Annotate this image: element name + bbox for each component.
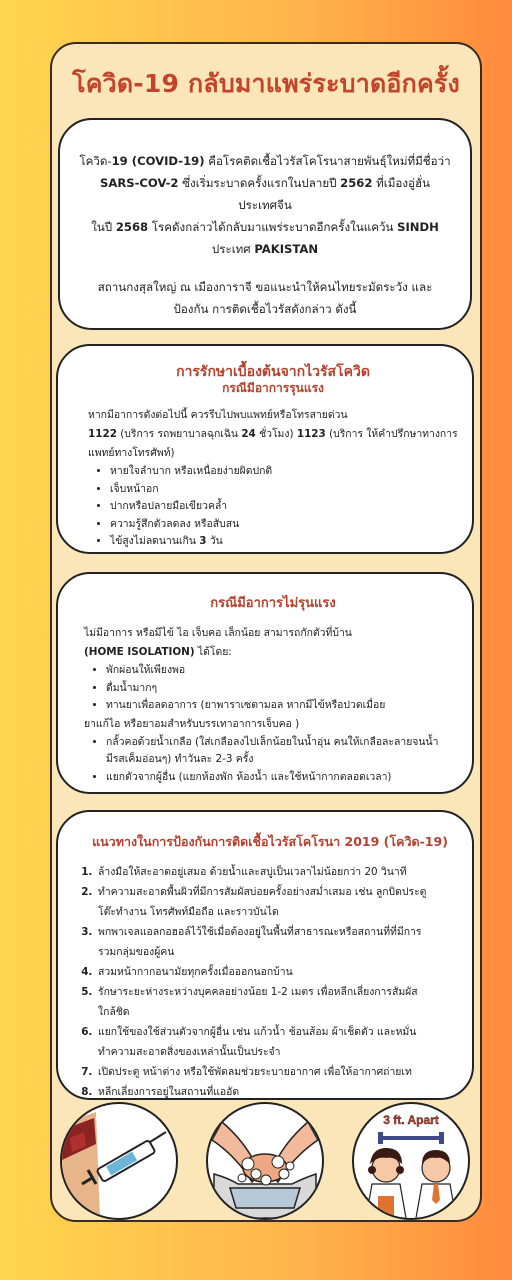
list-item: • หายใจลำบาก หรือเหนื่อยง่ายผิดปกติ: [110, 463, 458, 481]
severe-line-1: หากมีอาการดังต่อไปนี้ ควรรีบไปพบแพทย์หรือโทรสายด่วน: [88, 409, 348, 421]
severe-case-box: [56, 344, 474, 554]
page-title: โควิด-19 กลับมาแพร่ระบาดอีกครั้ง: [72, 69, 460, 98]
severe-section-subtitle: กรณีมีอาการรุนแรง: [222, 381, 324, 395]
intro-box: [58, 118, 472, 330]
list-item: • ดื่มน้ำมากๆ: [106, 680, 462, 698]
mild-case-box: [56, 572, 474, 794]
intro-line-6: สถานกงสุลใหญ่ ณ เมืองการาจี ขอแนะนำให้คนไทยระมัดระวัง และ: [97, 280, 433, 294]
list-item: 7. เปิดประตู หน้าต่าง หรือใช้พัดลมช่วยระบายอากาศ เพื่อให้อากาศถ่ายเท: [96, 1062, 458, 1082]
mild-care-list-2: [84, 734, 462, 787]
severe-line-3: แพทย์ทางโทรศัพท์): [88, 447, 175, 459]
hand-washing-icon: [206, 1102, 324, 1220]
prevention-box: [56, 810, 474, 1100]
list-item: • เจ็บหน้าอก: [110, 481, 458, 499]
list-item: 6. แยกใช้ของใช้ส่วนตัวจากผู้อื่น เช่น แก้วน้ำ ช้อนส้อม ผ้าเช็ดตัว และหมั่น ทำความสะอาดสิ่งของเหล่านั้นเป็นประจำ: [96, 1022, 458, 1062]
list-item: 8. หลีกเลี่ยงการอยู่ในสถานที่แออัด: [96, 1082, 458, 1102]
distance-label: 3 ft. Apart: [383, 1113, 439, 1127]
mild-line-1: ไม่มีอาการ หรือมีไข้ ไอ เจ็บคอ เล็กน้อย สามารถกักตัวที่บ้าน: [84, 627, 352, 639]
mild-line-3: ยาแก้ไอ หรือยาอมสำหรับบรรเทาอาการเจ็บคอ ): [84, 717, 300, 730]
list-item: 2. ทำความสะอาดพื้นผิวที่มีการสัมผัสบ่อยครั้งอย่างสม่ำเสมอ เช่น ลูกบิดประตู โต๊ะทำงาน โทรศัพท์มือถือ และราวบันได: [96, 882, 458, 922]
intro-line-5: ประเทศ PAKISTAN: [211, 242, 319, 256]
intro-line-2: SARS-COV-2 ซึ่งเริ่มระบาดครั้งแรกในปลายปี 2562 ที่เมืองอู่ฮั่น: [100, 176, 430, 190]
list-item: 3. พกพาเจลแอลกอฮอล์ไว้ใช้เมื่อต้องอยู่ในพื้นที่สาธารณะหรือสถานที่ที่มีการ รวมกลุ่มของผู้คน: [96, 922, 458, 962]
severe-section-title: การรักษาเบื้องต้นจากไวรัสโควิด: [176, 364, 370, 380]
intro-line-1: โควิด-19 (COVID-19) คือโรคติดเชื้อไวรัสโคโรนาสายพันธุ์ใหม่ที่มีชื่อว่า: [79, 154, 451, 168]
vaccine-syringe-icon: [60, 1102, 178, 1220]
prevention-list: [82, 862, 458, 1102]
list-item: • พักผ่อนให้เพียงพอ: [106, 662, 462, 680]
severe-line-2: 1122 (บริการ รถพยาบาลฉุกเฉิน 24 ชั่วโมง) 1123 (บริการ ให้คำปรึกษาทางการ: [88, 428, 458, 440]
intro-line-4: ในปี 2568 โรคดังกล่าวได้กลับมาแพร่ระบาดอีกครั้งในแคว้น SINDH: [91, 220, 439, 234]
social-distance-icon: [352, 1102, 470, 1220]
severe-symptom-list: [88, 463, 458, 551]
list-item: • ปากหรือปลายมือเขียวคล้ำ: [110, 498, 458, 516]
list-item: • แยกตัวจากผู้อื่น (แยกห้องพัก ห้องน้ำ และใช้หน้ากากตลอดเวลา): [106, 769, 462, 787]
intro-line-3: ประเทศจีน: [238, 198, 292, 212]
mild-care-list: [84, 662, 462, 715]
list-item: 4. สวมหน้ากากอนามัยทุกครั้งเมื่อออกนอกบ้าน: [96, 962, 458, 982]
list-item: 1. ล้างมือให้สะอาดอยู่เสมอ ด้วยน้ำและสบู่เป็นเวลาไม่น้อยกว่า 20 วินาที: [96, 862, 458, 882]
mild-section-title: กรณีมีอาการไม่รุนแรง: [210, 596, 336, 611]
list-item: • กลั้วคอด้วยน้ำเกลือ (ใส่เกลือลงไปเล็กน้อยในน้ำอุ่น คนให้เกลือละลายจนน้ำ มีรสเค็มอ่อนๆ) ทำวันละ 2-3 ครั้ง: [106, 734, 462, 769]
list-item: 5. รักษาระยะห่างระหว่างบุคคลอย่างน้อย 1-2 เมตร เพื่อหลีกเลี่ยงการสัมผัส ใกล้ชิด: [96, 982, 458, 1022]
intro-line-7: ป้องกัน การติดเชื้อไวรัสดังกล่าว ดังนี้: [173, 302, 357, 316]
mild-line-2: (HOME ISOLATION) ได้โดย:: [84, 646, 232, 658]
list-item: • ความรู้สึกตัวลดลง หรือสับสน: [110, 516, 458, 534]
list-item: • ทานยาเพื่อลดอาการ (ยาพาราเซตามอล หากมีไข้หรือปวดเมื่อย: [106, 697, 462, 715]
list-item: • ไข้สูงไม่ลดนานเกิน 3 วัน: [110, 533, 458, 551]
prevention-section-title: แนวทางในการป้องกันการติดเชื้อไวรัสโคโรนา 2019 (โควิด-19): [92, 834, 448, 849]
